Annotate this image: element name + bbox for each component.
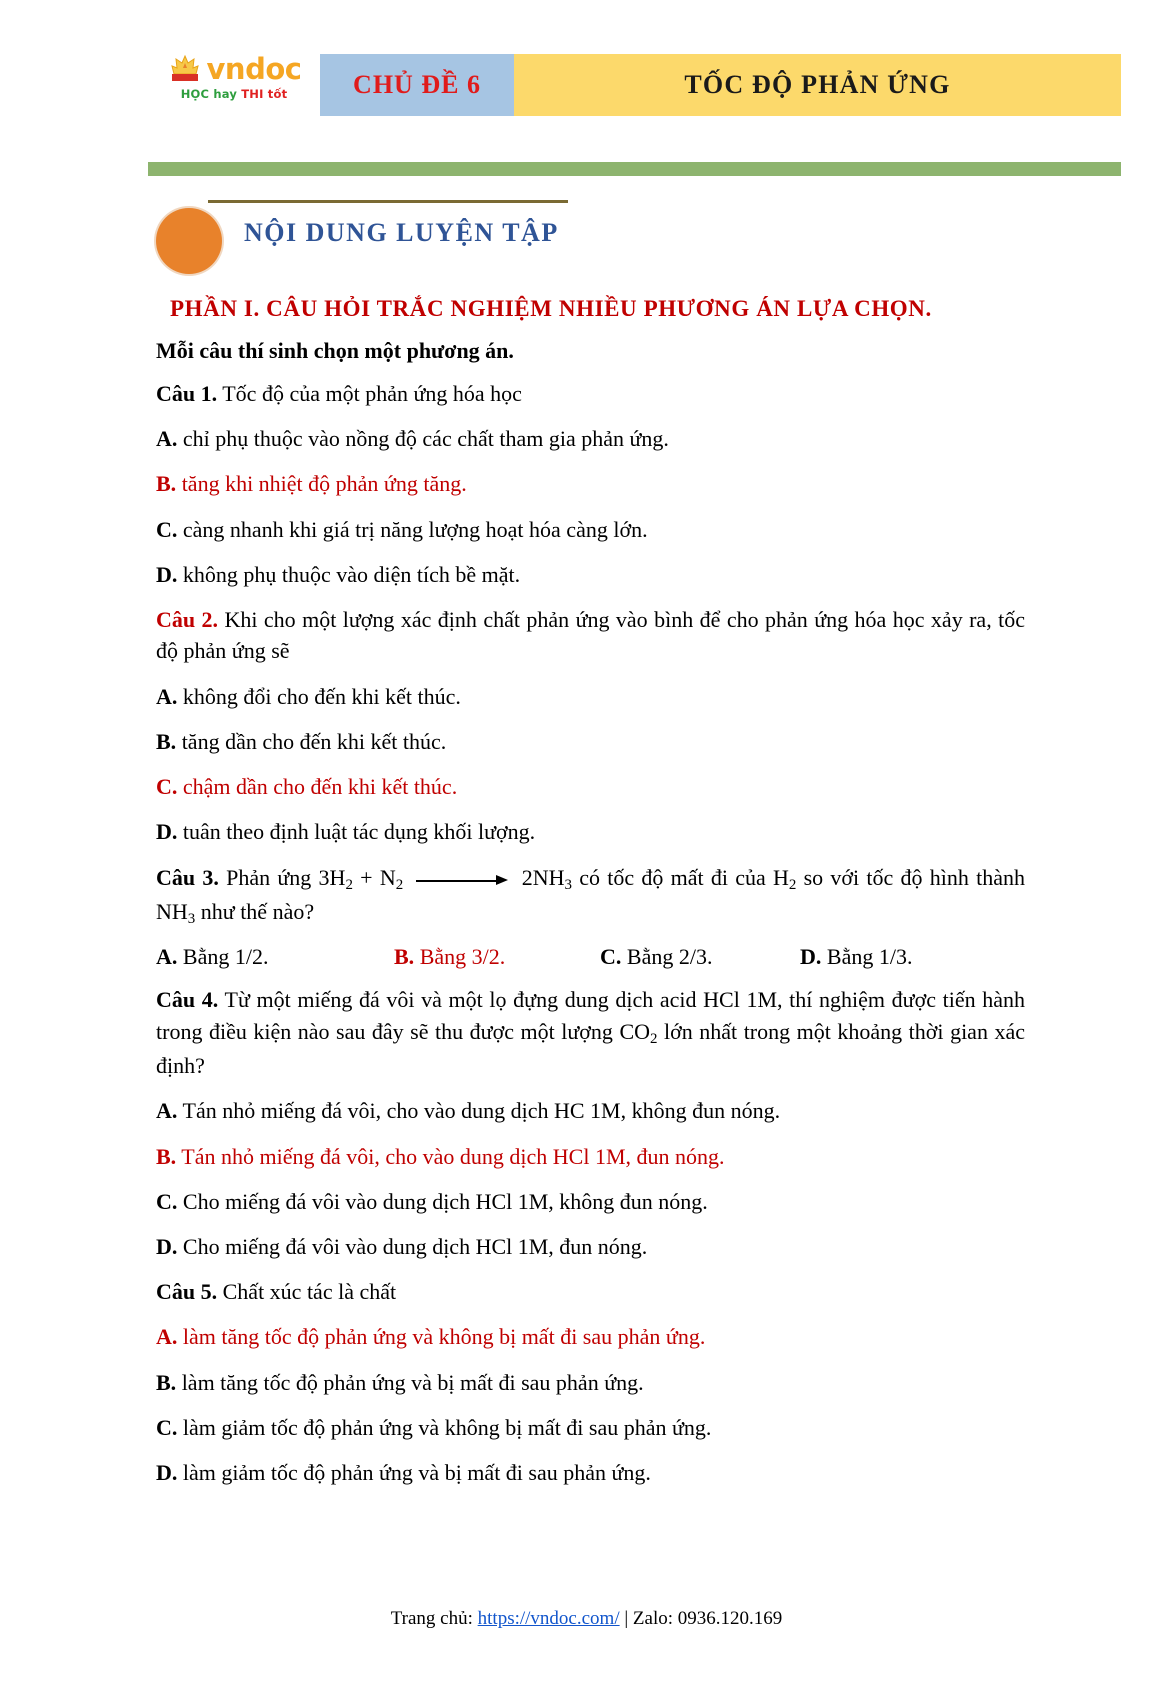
banner-topic-title-label: TỐC ĐỘ PHẢN ỨNG	[684, 70, 951, 99]
option-letter: B.	[156, 1369, 177, 1395]
part-heading: PHẦN I. CÂU HỎI TRẮC NGHIỆM NHIỀU PHƯƠNG ÁN LỰA CHỌN.	[170, 296, 932, 321]
inline-options-row	[156, 944, 1025, 970]
option-text: Bằng 1/2.	[182, 944, 269, 970]
question-stem	[156, 862, 1025, 931]
option-text: Bằng 2/3.	[626, 944, 713, 970]
logo-tagline-part1: HỌC hay	[180, 87, 238, 101]
question-stem	[156, 984, 1025, 1081]
option-letter: A.	[156, 1324, 178, 1350]
part-instruction: Mỗi câu thí sinh chọn một phương án.	[156, 338, 514, 363]
section-divider-line	[208, 200, 568, 203]
option-text: làm giảm tốc độ phản ứng và bị mất đi sau phản ứng.	[182, 1460, 651, 1486]
logo-wordmark: vndoc	[206, 51, 302, 86]
option-text: Cho miếng đá vôi vào dung dịch HCl 1M, không đun nóng.	[182, 1188, 708, 1214]
option-letter: A.	[156, 426, 178, 452]
option-letter: A.	[156, 683, 178, 709]
option-letter: B.	[394, 944, 415, 970]
vndoc-logo	[148, 44, 320, 101]
option-text: tuân theo định luật tác dụng khối lượng.	[182, 819, 536, 845]
option-text: Tán nhỏ miếng đá vôi, cho vào dung dịch HCl 1M, đun nóng.	[181, 1143, 725, 1169]
option-row[interactable]	[156, 726, 1025, 757]
question-label: Câu 5.	[156, 1279, 218, 1305]
question-label: Câu 2.	[156, 607, 219, 633]
footer-suffix: | Zalo: 0936.120.169	[619, 1608, 783, 1629]
option-letter: B.	[156, 728, 177, 754]
question-text: Khi cho một lượng xác định chất phản ứng vào bình để cho phản ứng hóa học xảy ra, tốc độ phản ứng sẽ	[156, 607, 1026, 664]
section-bullet-circle-icon	[156, 208, 222, 274]
option-text: càng nhanh khi giá trị năng lượng hoạt hóa càng lớn.	[182, 516, 648, 542]
option-letter: D.	[156, 1460, 178, 1486]
option-text: tăng khi nhiệt độ phản ứng tăng.	[181, 471, 467, 497]
logo-tagline-part2: THI tốt	[241, 87, 288, 101]
option-text: làm tăng tốc độ phản ứng và bị mất đi sau phản ứng.	[181, 1369, 644, 1395]
option-row[interactable]	[156, 514, 1025, 545]
option-text: chậm dần cho đến khi kết thúc.	[182, 774, 458, 800]
option-letter: D.	[156, 1233, 178, 1259]
question-subscript: 2	[650, 1030, 658, 1047]
question-stem	[156, 1276, 1025, 1307]
option-letter: C.	[156, 516, 178, 542]
option-row[interactable]	[156, 1321, 1025, 1352]
question-text: Chất xúc tác là chất	[222, 1279, 397, 1305]
option-row[interactable]	[156, 681, 1025, 712]
document-content	[156, 296, 1025, 1488]
option-row[interactable]	[156, 816, 1025, 847]
option-letter: C.	[156, 1188, 178, 1214]
section-heading-block	[148, 190, 1173, 270]
option-row[interactable]	[156, 1412, 1025, 1443]
right-arrow-icon	[416, 869, 508, 891]
header-green-bar	[148, 162, 1121, 176]
option-text: làm tăng tốc độ phản ứng và không bị mất đi sau phản ứng.	[182, 1324, 706, 1350]
option-row[interactable]	[156, 1141, 1025, 1172]
option-row[interactable]	[156, 1231, 1025, 1262]
option-letter: C.	[156, 1414, 178, 1440]
logo-tagline	[181, 87, 288, 101]
option-letter: C.	[156, 774, 178, 800]
page-header	[0, 44, 1173, 154]
option-text: làm giảm tốc độ phản ứng và không bị mất đi sau phản ứng.	[182, 1414, 712, 1440]
question-text-before-equation: Phản ứng $3H_2 + N_2$	[226, 864, 404, 893]
question-text: Tốc độ của một phản ứng hóa học	[222, 381, 522, 406]
option-text: Tán nhỏ miếng đá vôi, cho vào dung dịch HC 1M, không đun nóng.	[182, 1098, 781, 1124]
option-row[interactable]	[156, 944, 394, 970]
crown-icon	[167, 54, 203, 84]
option-letter: A.	[156, 1098, 178, 1124]
question-label: Câu 1.	[156, 381, 218, 406]
footer-prefix: Trang chủ:	[390, 1608, 478, 1629]
option-row[interactable]	[394, 944, 600, 970]
header-banner	[320, 54, 1121, 116]
section-title: NỘI DUNG LUYỆN TẬP	[244, 218, 559, 247]
option-row[interactable]	[156, 771, 1025, 802]
question-stem	[156, 378, 1025, 409]
option-row[interactable]	[600, 944, 800, 970]
option-letter: D.	[156, 819, 178, 845]
option-text: không đổi cho đến khi kết thúc.	[182, 683, 461, 709]
option-row[interactable]	[156, 1457, 1025, 1488]
option-row[interactable]	[156, 1095, 1025, 1126]
footer-website-link[interactable]: https://vndoc.com/	[477, 1608, 620, 1629]
option-letter: B.	[156, 471, 177, 497]
option-letter: B.	[156, 1143, 177, 1169]
banner-topic-title	[514, 54, 1121, 116]
option-text: Bằng 3/2.	[419, 944, 506, 970]
question-stem	[156, 604, 1025, 666]
banner-topic-number-label: CHỦ ĐỀ 6	[353, 70, 481, 99]
document-page	[0, 44, 1173, 1702]
option-text: chỉ phụ thuộc vào nồng độ các chất tham gia phản ứng.	[182, 426, 669, 452]
option-row[interactable]	[156, 423, 1025, 454]
option-row[interactable]	[156, 1186, 1025, 1217]
option-letter: D.	[156, 561, 178, 587]
option-text: không phụ thuộc vào diện tích bề mặt.	[182, 561, 521, 587]
option-text: Cho miếng đá vôi vào dung dịch HCl 1M, đun nóng.	[182, 1233, 648, 1259]
option-row[interactable]	[156, 559, 1025, 590]
option-letter: C.	[600, 944, 622, 970]
option-text: Bằng 1/3.	[826, 944, 913, 970]
option-row[interactable]	[156, 1367, 1025, 1398]
option-text: tăng dần cho đến khi kết thúc.	[181, 728, 447, 754]
option-letter: D.	[800, 944, 822, 970]
question-text-part1: Từ một miếng đá vôi và một lọ đựng dung dịch acid HCl 1M, thí nghiệm được tiến hành trong điều kiện nào sau đây sẽ thu được một lượng CO	[156, 987, 1025, 1044]
question-label: Câu 3.	[156, 864, 219, 890]
question-text-part2: lớn nhất trong một khoảng thời gian xác định?	[156, 1018, 1025, 1079]
option-row[interactable]	[800, 944, 912, 970]
question-text-after-equation: $2NH_3$ có tốc độ mất đi của $H_2$ so với tốc độ hình thành $NH_3$ như thế nào?	[156, 864, 1025, 928]
option-row[interactable]	[156, 468, 1025, 499]
page-footer	[0, 1608, 1173, 1630]
banner-topic-number	[320, 54, 514, 116]
question-label: Câu 4.	[156, 987, 219, 1013]
option-letter: A.	[156, 944, 178, 970]
